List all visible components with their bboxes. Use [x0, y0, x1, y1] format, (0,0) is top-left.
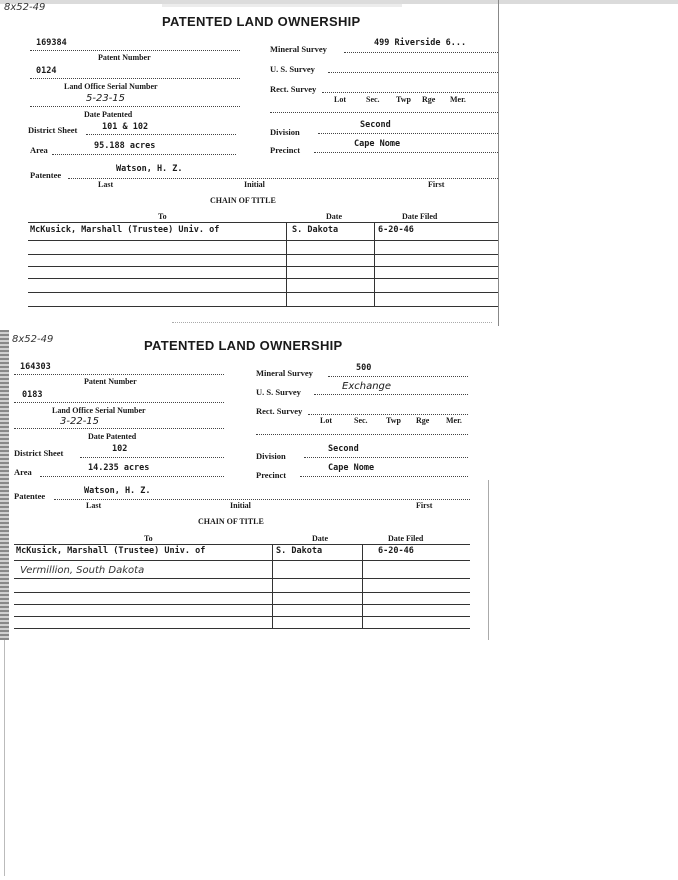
- patent-number-line: [30, 50, 240, 51]
- chain-row-1-filed: 6-20-46: [378, 546, 414, 556]
- patentee-line: [68, 178, 498, 179]
- chain-row-1-filed: 6-20-46: [378, 225, 414, 235]
- chain-row-rule-2: [14, 578, 470, 579]
- scan-smudge: [162, 0, 402, 7]
- patent-number-value: 169384: [36, 38, 67, 48]
- date-patented-label: Date Patented: [88, 432, 137, 441]
- serial-number-label: Land Office Serial Number: [52, 406, 146, 415]
- division-line: [304, 457, 468, 458]
- patentee-value: Watson, H. Z.: [84, 486, 151, 496]
- chain-row-rule-6: [14, 628, 470, 629]
- extra-line: [270, 112, 498, 113]
- division-label: Division: [270, 127, 300, 137]
- handwritten-reference: 8x52-49: [12, 334, 54, 345]
- rect-col-lot: Lot: [320, 416, 332, 425]
- us-survey-label: U. S. Survey: [270, 64, 315, 74]
- mineral-survey-label: Mineral Survey: [270, 44, 327, 54]
- chain-header-date: Date: [326, 212, 342, 221]
- patentee-initial-label: Initial: [230, 501, 251, 510]
- rect-col-mer: Mer.: [450, 95, 466, 104]
- patent-number-value: 164303: [20, 362, 51, 372]
- chain-row-1-date: S. Dakota: [276, 546, 323, 556]
- chain-row-1-date: S. Dakota: [292, 225, 339, 235]
- chain-row-rule-4: [14, 604, 470, 605]
- chain-header-filed: Date Filed: [388, 534, 424, 543]
- division-value: Second: [328, 444, 359, 454]
- rect-col-sec: Sec.: [366, 95, 380, 104]
- date-patented-label: Date Patented: [84, 110, 133, 119]
- area-label: Area: [14, 467, 32, 477]
- precinct-line: [300, 476, 468, 477]
- chain-row-rule-6: [28, 306, 498, 307]
- card-title: PATENTED LAND OWNERSHIP: [144, 338, 343, 353]
- chain-row-2-to: Vermillion, South Dakota: [20, 565, 145, 576]
- us-survey-line: [328, 72, 498, 73]
- area-value: 14.235 acres: [88, 463, 150, 473]
- extra-line: [256, 434, 468, 435]
- mineral-survey-label: Mineral Survey: [256, 368, 313, 378]
- handwritten-reference: 8x52-49: [4, 2, 46, 13]
- rect-col-mer: Mer.: [446, 416, 462, 425]
- area-line: [40, 476, 224, 477]
- patentee-label: Patentee: [14, 491, 46, 501]
- serial-number-line: [30, 78, 240, 79]
- patentee-value: Watson, H. Z.: [116, 164, 183, 174]
- district-sheet-line: [86, 134, 236, 135]
- precinct-line: [314, 152, 498, 153]
- area-label: Area: [30, 145, 48, 155]
- us-survey-label: U. S. Survey: [256, 387, 301, 397]
- patent-number-label: Patent Number: [84, 377, 137, 386]
- chain-row-1-to: McKusick, Marshall (Trustee) Univ. of: [16, 546, 206, 556]
- chain-header-to: To: [144, 534, 153, 543]
- patentee-first-label: First: [416, 501, 433, 510]
- chain-row-rule-5: [14, 616, 470, 617]
- mineral-survey-value: 499 Riverside 6...: [374, 38, 467, 48]
- patentee-last-label: Last: [86, 501, 102, 510]
- mineral-survey-line: [344, 52, 498, 53]
- card-title: PATENTED LAND OWNERSHIP: [162, 14, 361, 29]
- area-value: 95.188 acres: [94, 141, 156, 151]
- patentee-last-label: Last: [98, 180, 114, 189]
- serial-number-label: Land Office Serial Number: [64, 82, 158, 91]
- rect-col-twp: Twp: [386, 416, 401, 425]
- area-line: [52, 154, 236, 155]
- serial-number-line: [14, 402, 224, 403]
- chain-divider-filed: [374, 222, 375, 306]
- date-patented-line: [14, 428, 224, 429]
- district-sheet-value: 101 & 102: [102, 122, 149, 132]
- ownership-card-2: [8, 330, 484, 636]
- precinct-value: Cape Nome: [328, 463, 375, 473]
- chain-row-1-to: McKusick, Marshall (Trustee) Univ. of: [30, 225, 220, 235]
- chain-top-rule: [28, 222, 498, 223]
- chain-divider-filed: [362, 544, 363, 628]
- serial-number-value: 0183: [22, 390, 43, 400]
- mineral-survey-value: 500: [356, 363, 372, 373]
- precinct-label: Precinct: [270, 145, 301, 155]
- chain-header-to: To: [158, 212, 167, 221]
- patentee-first-label: First: [428, 180, 445, 189]
- rect-survey-label: Rect. Survey: [270, 84, 317, 94]
- date-patented-value: 5-23-15: [86, 93, 126, 104]
- page-left-edge: [4, 640, 5, 876]
- date-patented-value: 3-22-15: [60, 416, 100, 427]
- patent-number-label: Patent Number: [98, 53, 151, 62]
- ownership-card-1: [4, 0, 498, 326]
- precinct-label: Precinct: [256, 470, 287, 480]
- chain-divider-date: [286, 222, 287, 306]
- us-survey-value: Exchange: [342, 381, 392, 392]
- rect-col-sec: Sec.: [354, 416, 368, 425]
- district-sheet-label: District Sheet: [28, 125, 78, 135]
- rect-col-lot: Lot: [334, 95, 346, 104]
- card-right-edge: [488, 480, 489, 640]
- chain-row-rule-4: [28, 278, 498, 279]
- chain-top-rule: [14, 544, 470, 545]
- patentee-label: Patentee: [30, 170, 62, 180]
- precinct-value: Cape Nome: [354, 139, 401, 149]
- rect-col-twp: Twp: [396, 95, 411, 104]
- chain-of-title-heading: CHAIN OF TITLE: [210, 196, 276, 205]
- card-right-edge: [498, 0, 499, 326]
- us-survey-line: [314, 394, 468, 395]
- division-line: [318, 133, 498, 134]
- patent-number-line: [14, 374, 224, 375]
- division-value: Second: [360, 120, 391, 130]
- card-bottom-edge: [172, 322, 492, 323]
- chain-divider-date: [272, 544, 273, 628]
- chain-row-rule-2: [28, 254, 498, 255]
- rect-survey-line: [308, 414, 468, 415]
- chain-row-rule-3: [28, 266, 498, 267]
- serial-number-value: 0124: [36, 66, 57, 76]
- rect-col-rge: Rge: [416, 416, 430, 425]
- chain-row-rule-1: [14, 560, 470, 561]
- chain-header-filed: Date Filed: [402, 212, 438, 221]
- division-label: Division: [256, 451, 286, 461]
- district-sheet-label: District Sheet: [14, 448, 64, 458]
- rect-survey-label: Rect. Survey: [256, 406, 303, 416]
- chain-row-rule-3: [14, 592, 470, 593]
- date-patented-line: [30, 106, 240, 107]
- chain-row-rule-5: [28, 292, 498, 293]
- rect-col-rge: Rge: [422, 95, 436, 104]
- mineral-survey-line: [328, 376, 468, 377]
- district-sheet-value: 102: [112, 444, 128, 454]
- district-sheet-line: [80, 457, 224, 458]
- patentee-initial-label: Initial: [244, 180, 265, 189]
- rect-survey-line: [322, 92, 498, 93]
- chain-of-title-heading: CHAIN OF TITLE: [198, 517, 264, 526]
- chain-header-date: Date: [312, 534, 328, 543]
- chain-row-rule-1: [28, 240, 498, 241]
- patentee-line: [54, 499, 470, 500]
